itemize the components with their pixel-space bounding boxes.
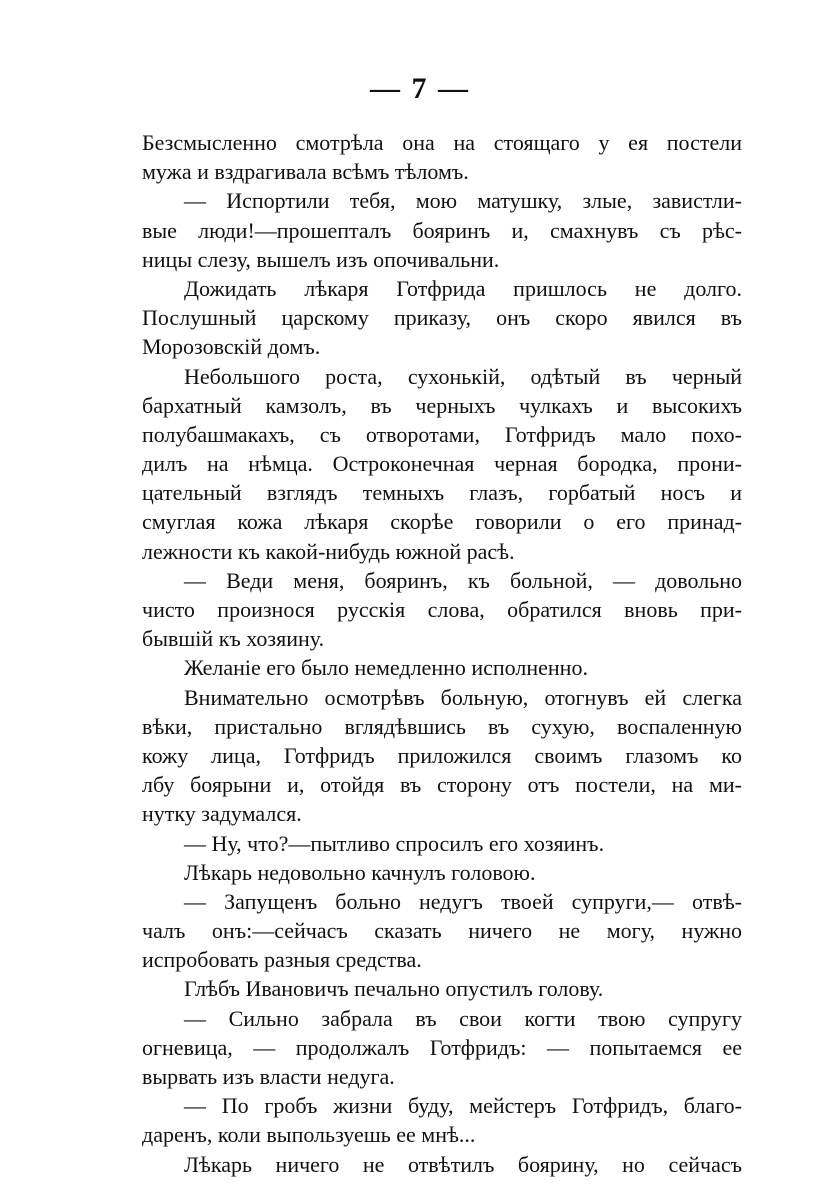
text-line: — Запущенъ больно недугъ твоей супруги,— отвѣ- [184,888,742,914]
text-line: Морозовскій домъ. [142,334,321,360]
text-line: лежности къ какой-нибудь южной расѣ. [142,538,515,564]
text-line: мужа и вздрагивала всѣмъ тѣломъ. [142,159,469,185]
text-line: — Веди меня, бояринъ, къ больной, — довольно [184,567,742,593]
text-line: — Испортили тебя, мою матушку, злые, завистли- [184,188,742,214]
text-line: даренъ, коли выпользуешь ее мнѣ... [142,1122,476,1148]
text-line: Послушный царскому приказу, онъ скоро явился въ [142,305,742,331]
text-line: ницы слезу, вышелъ изъ опочивальни. [142,246,500,272]
text-line: Глѣбъ Ивановичъ печально опустилъ голову. [184,976,604,1002]
text-line: дилъ на нѣмца. Остроконечная черная бородка, прони- [142,451,742,477]
text-line: бархатный камзолъ, въ черныхъ чулкахъ и высокихъ [142,392,742,418]
text-line: нутку задумался. [142,801,302,827]
text-line: Лѣкарь недовольно качнулъ головою. [184,859,536,885]
text-line: Безсмысленно смотрѣла она на стоящаго у ея постели [142,130,742,155]
text-line: вые люди!—прошепталъ бояринъ и, смахнувъ съ рѣс- [142,217,742,243]
text-line: полубашмакахъ, съ отворотами, Готфридъ мало похо- [142,421,742,447]
text-line: — Сильно забрала въ свои когти твою супругу [184,1005,742,1031]
text-line: — По гробъ жизни буду, мейстеръ Готфридъ, благо- [184,1093,742,1119]
text-line: огневица, — продолжалъ Готфридъ: — попытаемся ее [142,1034,742,1060]
text-line: Дожидать лѣкаря Готфрида пришлось не долго. [184,275,742,301]
text-line: чисто произнося русскія слова, обратился вновь при- [142,597,742,622]
text-line: вѣки, пристально вглядѣвшись въ сухую, воспаленную [142,713,742,739]
text-line: смуглая кожа лѣкаря скорѣе говорили о его принад- [142,509,742,535]
text-line: Внимательно осмотрѣвъ больную, отогнувъ ей слегка [184,684,742,710]
text-line: бывшій къ хозяину. [142,626,325,652]
text-line: цательный взглядъ темныхъ глазъ, горбатый носъ и [142,480,742,506]
text-line: испробовать разныя средства. [142,947,422,973]
text-line: Небольшого роста, сухонькій, одѣтый въ черный [184,363,742,389]
text-line: лбу боярыни и, отойдя въ сторону отъ постели, на ми- [142,772,742,798]
text-line: — Ну, что?—пытливо спросилъ его хозяинъ. [184,830,605,856]
page-number: — 7 — [370,72,470,105]
body-text [142,128,742,1179]
text-line: Желаніе его было немедленно исполненно. [184,655,588,681]
text-line: кожу лица, Готфридъ приложился своимъ глазомъ ко [142,742,742,768]
text-line: Лѣкарь ничего не отвѣтилъ боярину, но сейчасъ [184,1151,742,1177]
text-line: вырвать изъ власти недуга. [142,1064,395,1089]
text-line: чалъ онъ:—сейчасъ сказать ничего не могу, нужно [142,918,742,944]
